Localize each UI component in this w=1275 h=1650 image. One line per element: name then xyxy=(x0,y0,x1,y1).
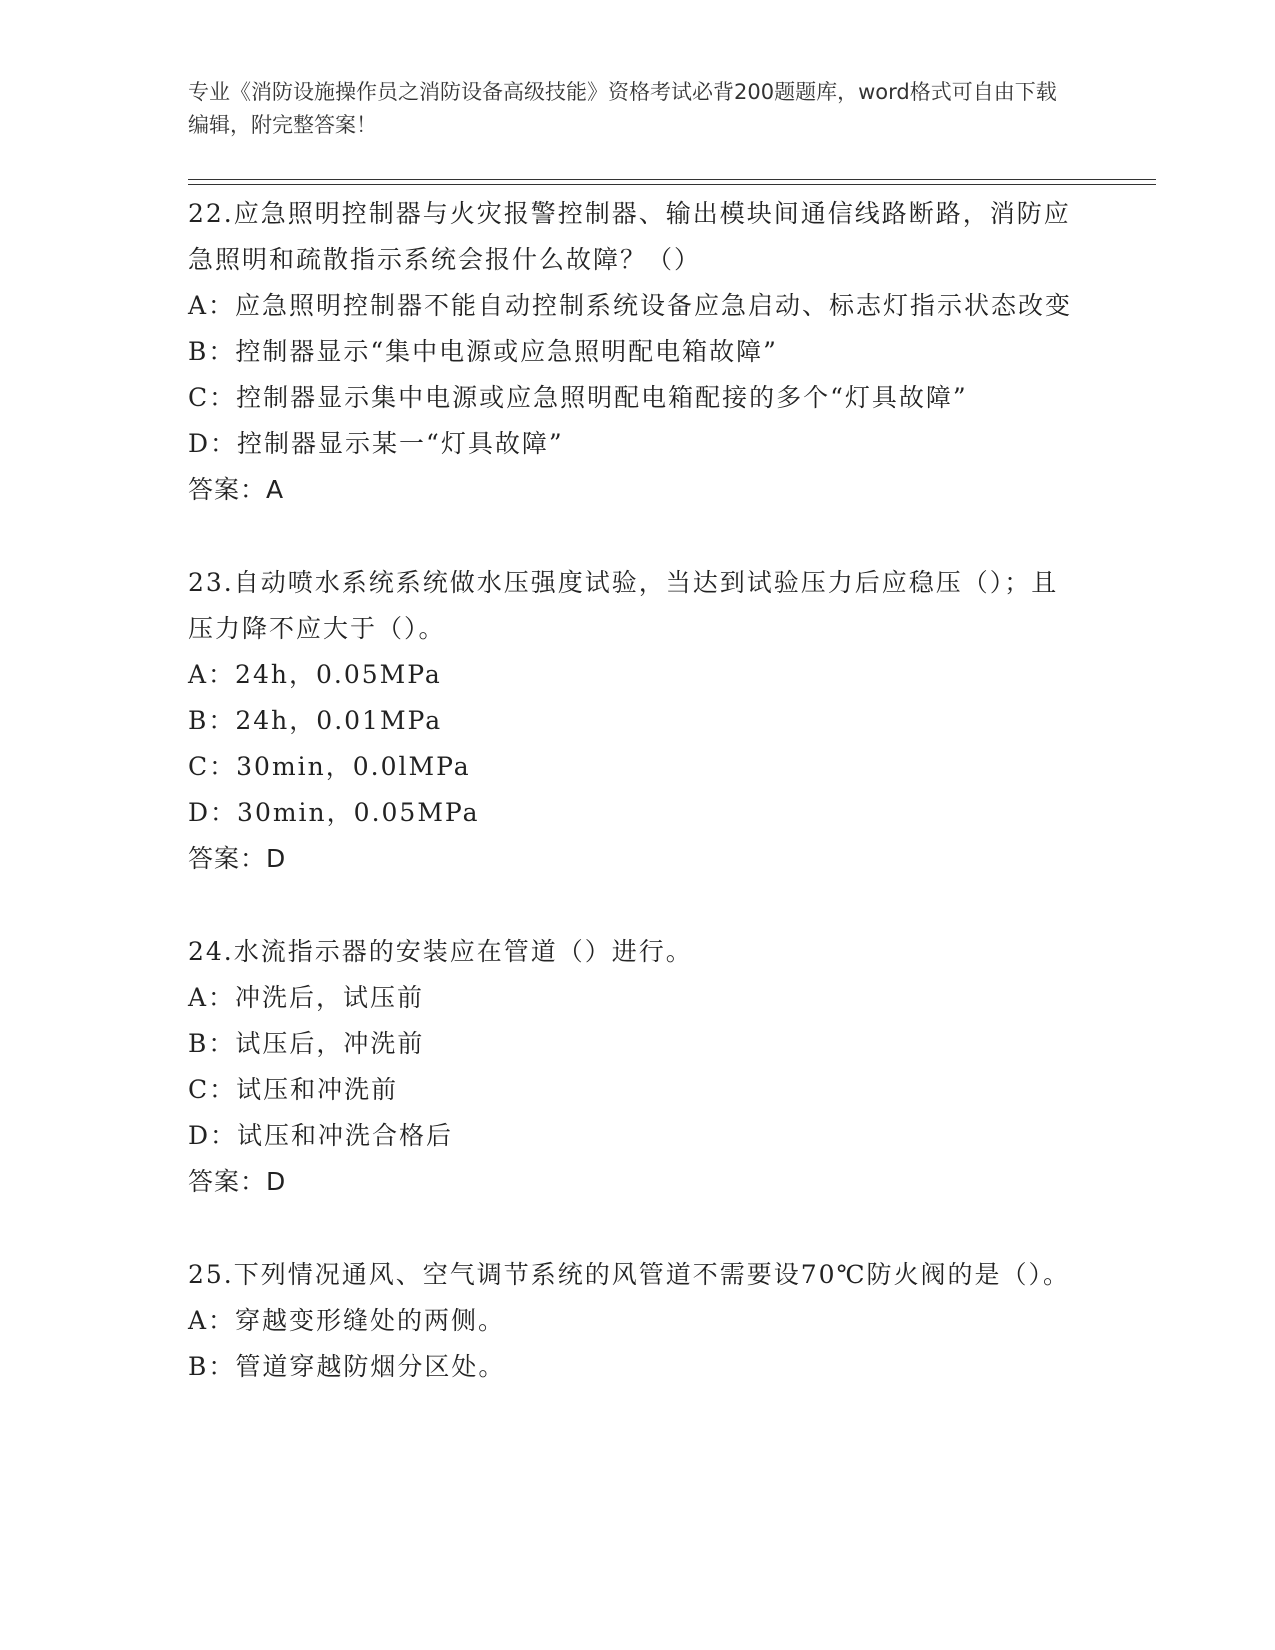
document-header xyxy=(188,76,1068,142)
question-list xyxy=(188,191,1078,1390)
option-c: C：30min，0.0lMPa xyxy=(188,752,471,781)
option-b: B：试压后，冲洗前 xyxy=(188,1029,425,1058)
question-24 xyxy=(188,929,1078,1205)
option-d: D：试压和冲洗合格后 xyxy=(188,1121,454,1150)
question-22 xyxy=(188,191,1078,513)
question-23 xyxy=(188,560,1078,882)
option-a: A：应急照明控制器不能自动控制系统设备应急启动、标志灯指示状态改变 xyxy=(188,291,1073,320)
question-25 xyxy=(188,1252,1078,1390)
option-c: C：试压和冲洗前 xyxy=(188,1075,399,1104)
header-text: 专业《消防设施操作员之消防设备高级技能》资格考试必背200题题库，word格式可自由下载编辑，附完整答案！ xyxy=(188,80,1057,137)
header-divider-top xyxy=(188,179,1156,180)
option-a: A：冲洗后，试压前 xyxy=(188,983,425,1012)
answer: 答案：D xyxy=(188,1167,287,1196)
option-c: C：控制器显示集中电源或应急照明配电箱配接的多个“灯具故障” xyxy=(188,383,968,412)
answer: 答案：D xyxy=(188,844,287,873)
question-text: 24.水流指示器的安装应在管道（）进行。 xyxy=(188,937,693,966)
option-a: A：穿越变形缝处的两侧。 xyxy=(188,1306,506,1335)
option-d: D：30min，0.05MPa xyxy=(188,798,480,827)
question-text: 23.自动喷水系统系统做水压强度试验，当达到试验压力后应稳压（）；且压力降不应大于（）。 xyxy=(188,568,1059,643)
question-text: 22.应急照明控制器与火灾报警控制器、输出模块间通信线路断路，消防应急照明和疏散指示系统会报什么故障？（） xyxy=(188,199,1071,274)
question-text: 25.下列情况通风、空气调节系统的风管道不需要设70℃防火阀的是（）。 xyxy=(188,1260,1071,1289)
option-b: B：控制器显示“集中电源或应急照明配电箱故障” xyxy=(188,337,778,366)
option-b: B：24h，0.01MPa xyxy=(188,706,443,735)
answer: 答案：A xyxy=(188,475,285,504)
option-b: B：管道穿越防烟分区处。 xyxy=(188,1352,506,1381)
option-d: D：控制器显示某一“灯具故障” xyxy=(188,429,564,458)
header-divider-bottom xyxy=(188,184,1156,185)
option-a: A：24h，0.05MPa xyxy=(188,660,442,689)
